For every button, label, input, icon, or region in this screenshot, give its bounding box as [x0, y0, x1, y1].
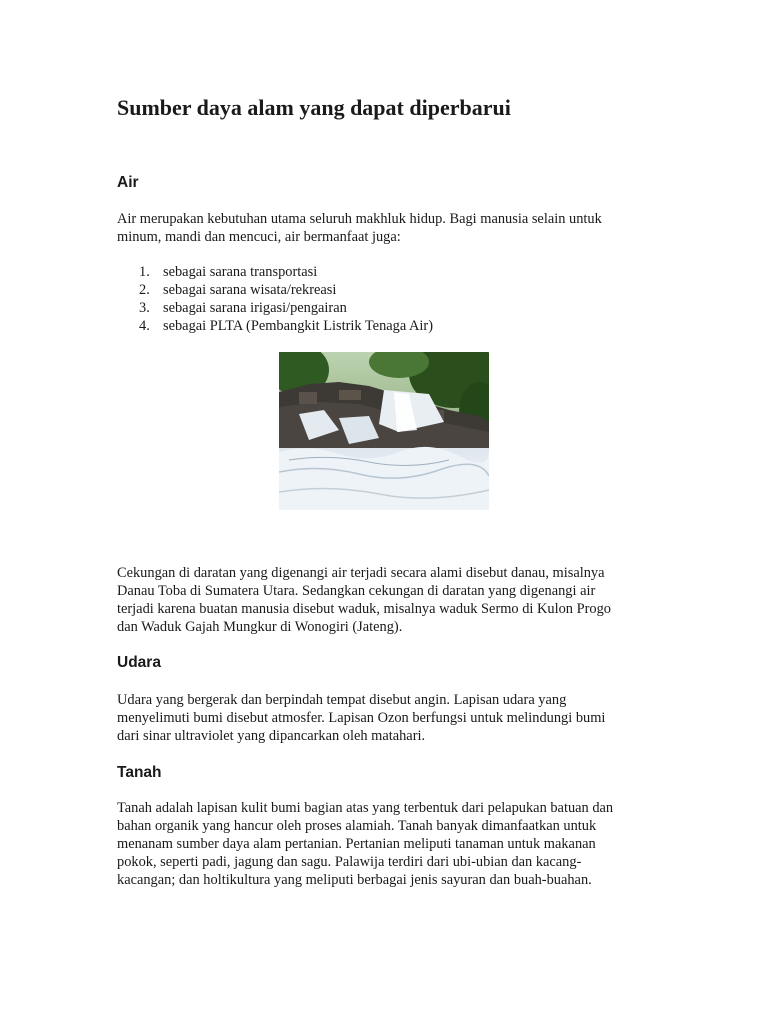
udara-line: Udara yang bergerak dan berpindah tempat disebut angin. Lapisan udara yang [117, 692, 567, 708]
air-body-line: Danau Toba di Sumatera Utara. Sedangkan cekungan di daratan yang digenangi air [117, 583, 596, 599]
list-item [117, 299, 433, 317]
air-body-line: dan Waduk Gajah Mungkur di Wonogiri (Jateng). [117, 619, 403, 635]
list-item-number: 1. [139, 264, 150, 280]
udara-paragraph [117, 691, 662, 745]
section-heading-tanah: Tanah [117, 764, 162, 781]
air-intro-paragraph [117, 210, 662, 246]
tanah-line: menanam sumber daya alam pertanian. Pertanian meliputi tanaman untuk makanan [117, 836, 596, 852]
section-heading-udara: Udara [117, 654, 161, 671]
list-item-text: sebagai PLTA (Pembangkit Listrik Tenaga Air) [163, 318, 434, 334]
tanah-line: kacangan; dan holtikultura yang meliputi berbagai jenis sayuran dan buah-buahan. [117, 872, 592, 888]
tanah-line: bahan organik yang hancur oleh proses alamiah. Tanah banyak dimanfaatkan untuk [117, 818, 597, 834]
list-item-number: 4. [139, 318, 150, 334]
waterfall-photo [279, 352, 489, 510]
rock-block [339, 390, 361, 400]
rock-block [299, 392, 317, 404]
air-uses-list [117, 263, 433, 335]
list-item [117, 281, 433, 299]
list-item-text: sebagai sarana irigasi/pengairan [163, 300, 347, 316]
section-heading-air: Air [117, 174, 139, 191]
air-body-line: Cekungan di daratan yang digenangi air terjadi secara alami disebut danau, misalnya [117, 565, 605, 581]
list-item [117, 317, 433, 335]
air-body-paragraph [117, 564, 662, 636]
list-item-text: sebagai sarana transportasi [163, 264, 318, 280]
tanah-line: Tanah adalah lapisan kulit bumi bagian atas yang terbentuk dari pelapukan batuan dan [117, 800, 614, 816]
air-intro-line: Air merupakan kebutuhan utama seluruh makhluk hidup. Bagi manusia selain untuk [117, 211, 602, 227]
tanah-line: pokok, seperti padi, jagung dan sagu. Palawija terdiri dari ubi-ubian dan kacang- [117, 854, 582, 870]
air-body-line: terjadi karena buatan manusia disebut waduk, misalnya waduk Sermo di Kulon Progo [117, 601, 611, 617]
list-item-text: sebagai sarana wisata/rekreasi [163, 282, 337, 298]
page-title: Sumber daya alam yang dapat diperbarui [117, 95, 511, 120]
udara-line: menyelimuti bumi disebut atmosfer. Lapisan Ozon berfungsi untuk melindungi bumi [117, 710, 606, 726]
tanah-paragraph [117, 799, 662, 889]
udara-line: dari sinar ultraviolet yang dipancarkan oleh matahari. [117, 728, 426, 744]
air-intro-line: minum, mandi dan mencuci, air bermanfaat juga: [117, 229, 401, 245]
list-item-number: 3. [139, 300, 150, 316]
list-item [117, 263, 433, 281]
list-item-number: 2. [139, 282, 150, 298]
